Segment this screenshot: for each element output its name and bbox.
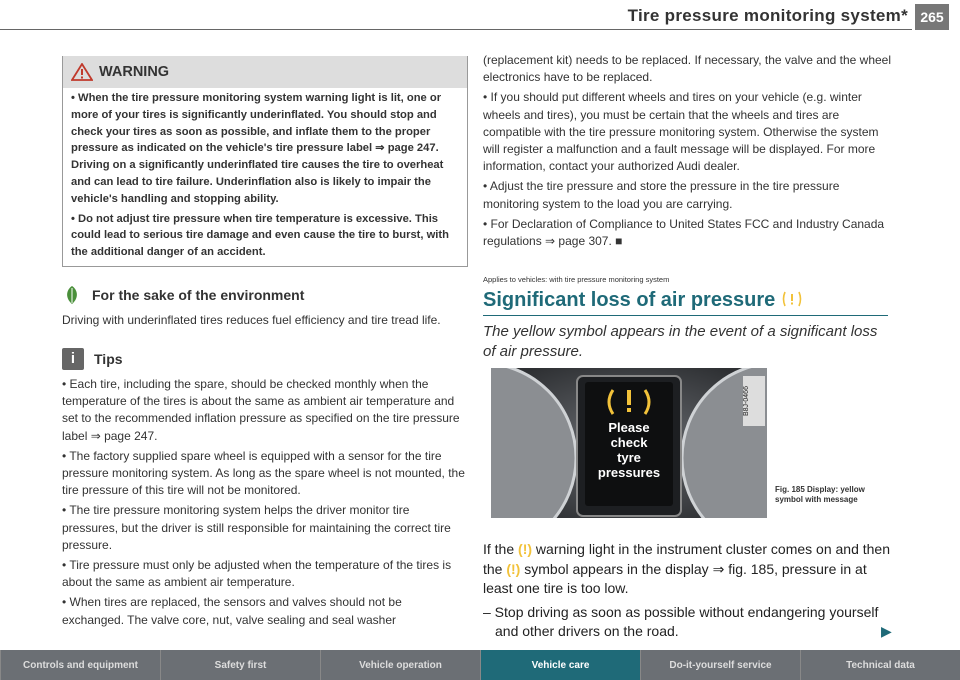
tire-pressure-warning-icon: [781, 290, 803, 308]
right-item: • For Declaration of Compliance to United States FCC and Industry Canada regulations ⇒ page 307. ■: [483, 216, 885, 249]
tips-info-icon: i: [62, 348, 84, 370]
display-line: tyre: [617, 450, 641, 465]
applies-to-note: Applies to vehicles: with tire pressure monitoring system: [483, 275, 670, 284]
instruction-text: [483, 540, 893, 646]
tire-pressure-warning-icon: (!): [506, 560, 521, 577]
tip-item: • Tire pressure must only be adjusted when the temperature of the tires is about the same as ambient air temperature.: [62, 558, 452, 590]
warning-box: [62, 56, 468, 267]
right-item: • If you should put different wheels and tires on your vehicle (e.g. winter wheels and tires), you must be certain that the wheels and tires are compatible with the tire pressure monitoring system. Otherwise the system will register a malfunction and a fault message will be displayed. For more information, contact your authorized Audi dealer.: [483, 90, 879, 174]
nav-tab-safety[interactable]: Safety first: [160, 650, 320, 680]
nav-tab-technical[interactable]: Technical data: [800, 650, 960, 680]
display-line: pressures: [597, 465, 661, 480]
nav-tab-operation[interactable]: Vehicle operation: [320, 650, 480, 680]
warning-item-1: • When the tire pressure monitoring system warning light is lit, one or more of your tires is significantly underinflated. You should stop and check your tires as soon as possible, and inflate them to the proper pressure as indicated on the vehicle's tire pressure label ⇒ page 247. Driving on a significantly underinflated tire causes the tire to overheat and can lead to tire failure. Underinflation also is likely to impair the vehicle's handling and stopping ability.: [71, 92, 444, 205]
environment-text: Driving with underinflated tires reduces fuel efficiency and tire tread life.: [62, 313, 441, 327]
section-title: Significant loss of air pressure: [483, 289, 888, 316]
tip-item: • The factory supplied spare wheel is equipped with a sensor for the tire pressure monitoring system. As long as the spare wheel is not mounted, the tire pressure of this tire will not be monitored.: [62, 448, 465, 498]
tip-item: • Each tire, including the spare, should be checked monthly when the temperature of the tires is about the same as ambient air temperature and set to the recommended inflation pressure as specified on the tire pressure label ⇒ page 247.: [62, 377, 460, 443]
environment-section: [62, 284, 466, 329]
tip-item: • The tire pressure monitoring system helps the driver monitor tire pressures, but the driver is still responsible for maintaining the correct tire pressure.: [62, 503, 451, 552]
warning-item-2: • Do not adjust tire pressure when tire temperature is excessive. This could lead to serious tire damage and even cause the tire to burst, with the additional danger of an accident.: [71, 212, 449, 259]
warning-heading: [63, 56, 467, 88]
instruction-step: – Stop driving as soon as possible without endangering yourself and other drivers on the road. ▶: [483, 603, 892, 639]
page-header-title: Tire pressure monitoring system*: [627, 6, 908, 25]
tips-heading: Tips: [94, 351, 123, 367]
warning-heading-text: WARNING: [99, 64, 170, 80]
display-line: check: [610, 435, 648, 450]
chapter-nav-bar: [0, 650, 960, 680]
tire-pressure-warning-icon: (!): [518, 541, 533, 557]
display-line: Please: [608, 420, 650, 435]
nav-tab-diy[interactable]: Do-it-yourself service: [640, 650, 800, 680]
tip-item: • When tires are replaced, the sensors and valves should not be exchanged. The valve core, nut, valve sealing and seal washer: [62, 595, 402, 627]
environment-leaf-icon: [62, 284, 82, 306]
instrument-cluster-figure: [491, 368, 767, 518]
instruction-paragraph: If the (!) warning light in the instrument cluster comes on and then the (!) symbol appears in the display ⇒ fig. 185, pressure in at least one tire is too low.: [483, 541, 891, 596]
right-item: • Adjust the tire pressure and store the pressure in the tire pressure monitoring system to the load you are carrying.: [483, 179, 840, 211]
figure-caption: Fig. 185 Display: yellow symbol with message: [775, 485, 865, 504]
header-rule: [0, 29, 912, 30]
nav-tab-controls[interactable]: Controls and equipment: [0, 650, 160, 680]
nav-tab-care[interactable]: Vehicle care: [480, 650, 640, 680]
figure-code: B8J-0466: [743, 376, 765, 426]
environment-heading: For the sake of the environment: [92, 287, 305, 303]
page-number: 265: [915, 4, 949, 30]
section-subtitle: The yellow symbol appears in the event of a significant loss of air pressure.: [483, 323, 878, 360]
tips-section: [62, 348, 466, 632]
right-column-text: [483, 52, 893, 253]
warning-triangle-icon: [71, 63, 93, 81]
continuation-text: (replacement kit) needs to be replaced. If necessary, the valve and the wheel electronics have to be replaced.: [483, 53, 892, 85]
